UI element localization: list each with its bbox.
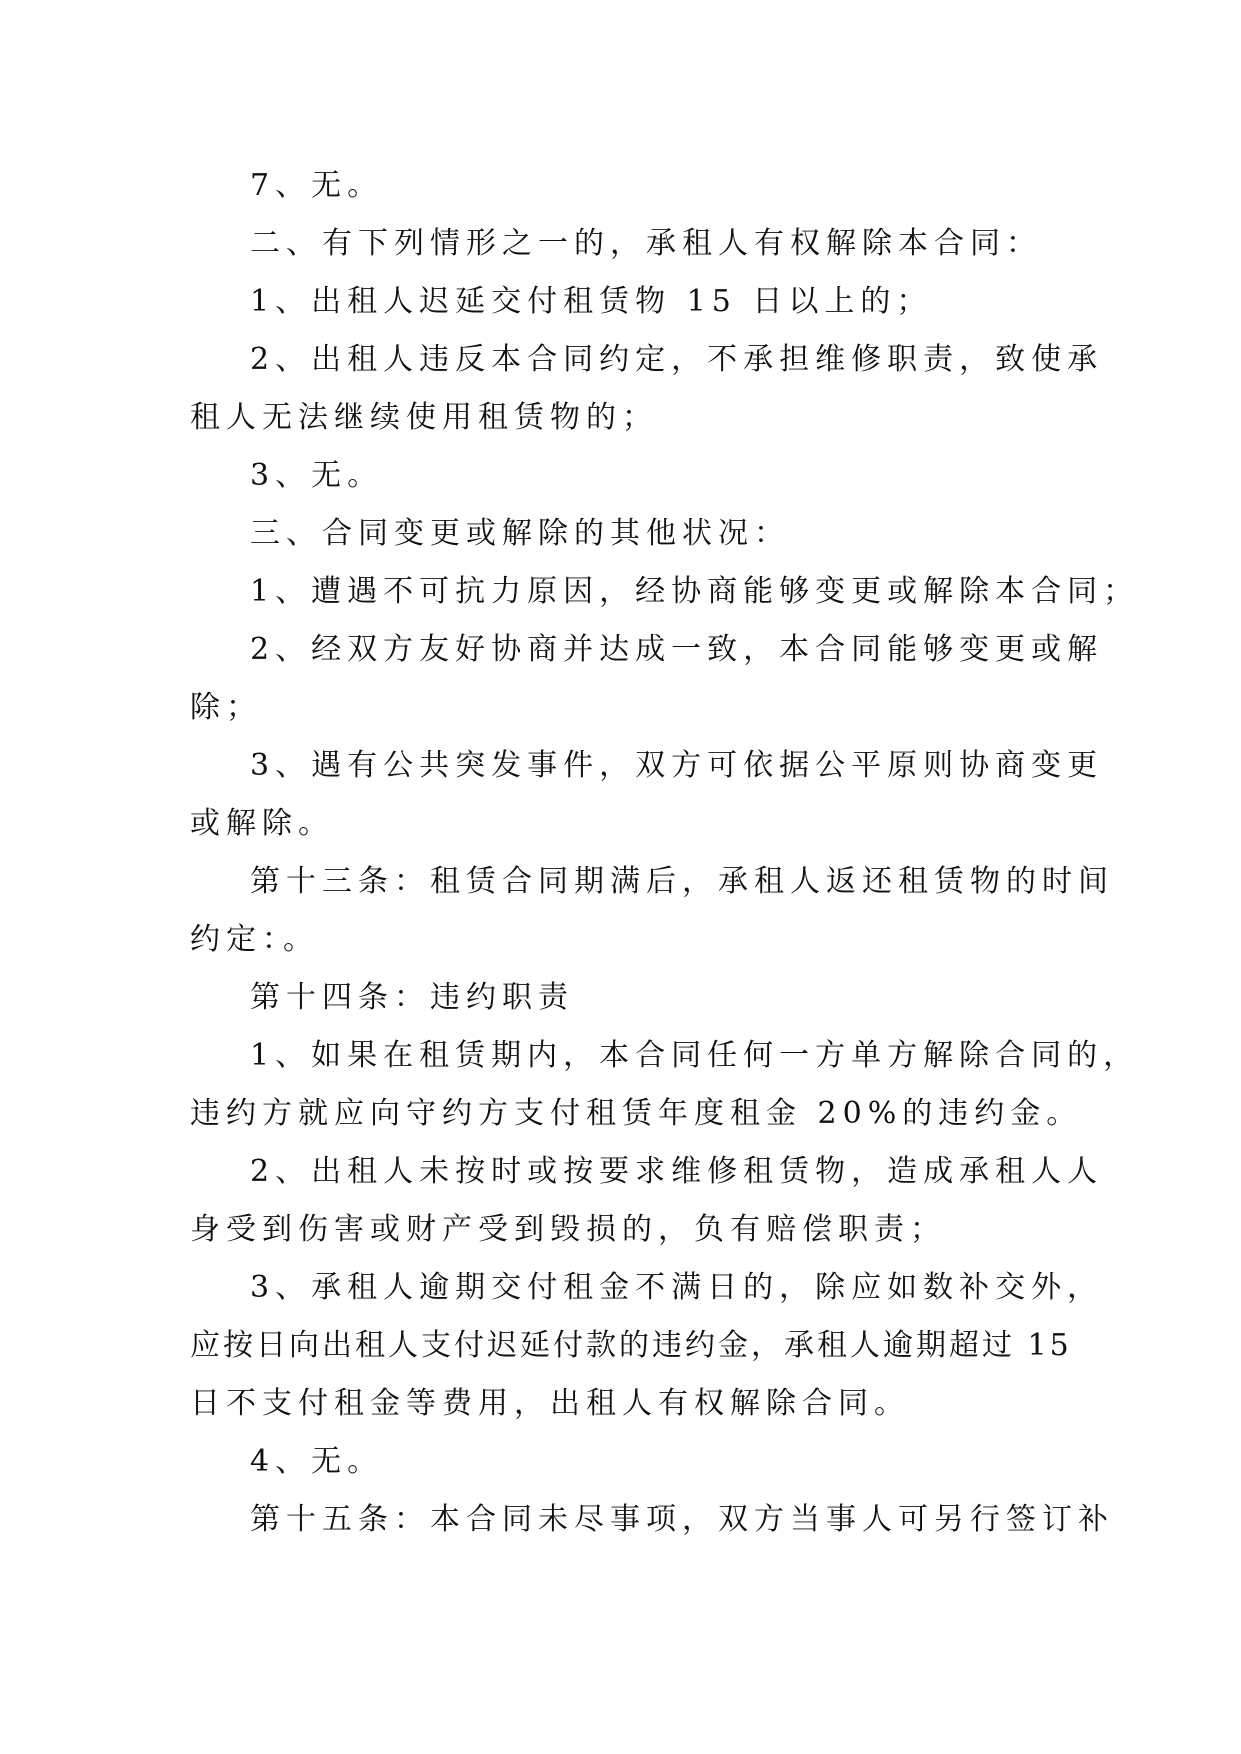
article-heading: 第十五条：本合同未尽事项，双方当事人可另行签订补 (250, 1502, 1114, 1537)
text-line: 日不支付租金等费用，出租人有权解除合同。 (190, 1386, 910, 1421)
text-line: 或解除。 (190, 806, 334, 841)
text-line: 1、如果在租赁期内，本合同任何一方单方解除合同的， (250, 1038, 1140, 1073)
text-line: 约定：。 (190, 922, 319, 957)
text-line: 3、无。 (250, 458, 384, 493)
text-line: 1、遭遇不可抗力原因，经协商能够变更或解除本合同； (250, 574, 1140, 609)
section-heading: 二、有下列情形之一的，承租人有权解除本合同： (250, 226, 1042, 261)
text-line: 租人无法继续使用租赁物的； (190, 400, 658, 435)
text-line: 2、出租人未按时或按要求维修租赁物，造成承租人人 (250, 1154, 1104, 1189)
text-line: 3、承租人逾期交付租金不满日的，除应如数补交外， (250, 1270, 1104, 1305)
text-line: 4、无。 (250, 1444, 384, 1479)
article-heading: 第十四条：违约职责 (250, 980, 574, 1015)
text-line: 违约方就应向守约方支付租赁年度租金 20%的违约金。 (190, 1096, 1083, 1131)
text-line: 7、无。 (250, 168, 384, 203)
text-line: 3、遇有公共突发事件，双方可依据公平原则协商变更 (250, 748, 1104, 783)
text-line: 除； (190, 690, 262, 725)
text-line: 1、出租人迟延交付租赁物 15 日以上的； (250, 284, 933, 319)
article-heading: 第十三条：租赁合同期满后，承租人返还租赁物的时间 (250, 864, 1114, 899)
text-line: 2、出租人违反本合同约定，不承担维修职责，致使承 (250, 342, 1104, 377)
text-line: 2、经双方友好协商并达成一致，本合同能够变更或解 (250, 632, 1104, 667)
text-line: 身受到伤害或财产受到毁损的，负有赔偿职责； (190, 1212, 946, 1247)
section-heading: 三、合同变更或解除的其他状况： (250, 516, 790, 551)
text-line: 应按日向出租人支付迟延付款的违约金，承租人逾期超过 15 (190, 1328, 1072, 1363)
